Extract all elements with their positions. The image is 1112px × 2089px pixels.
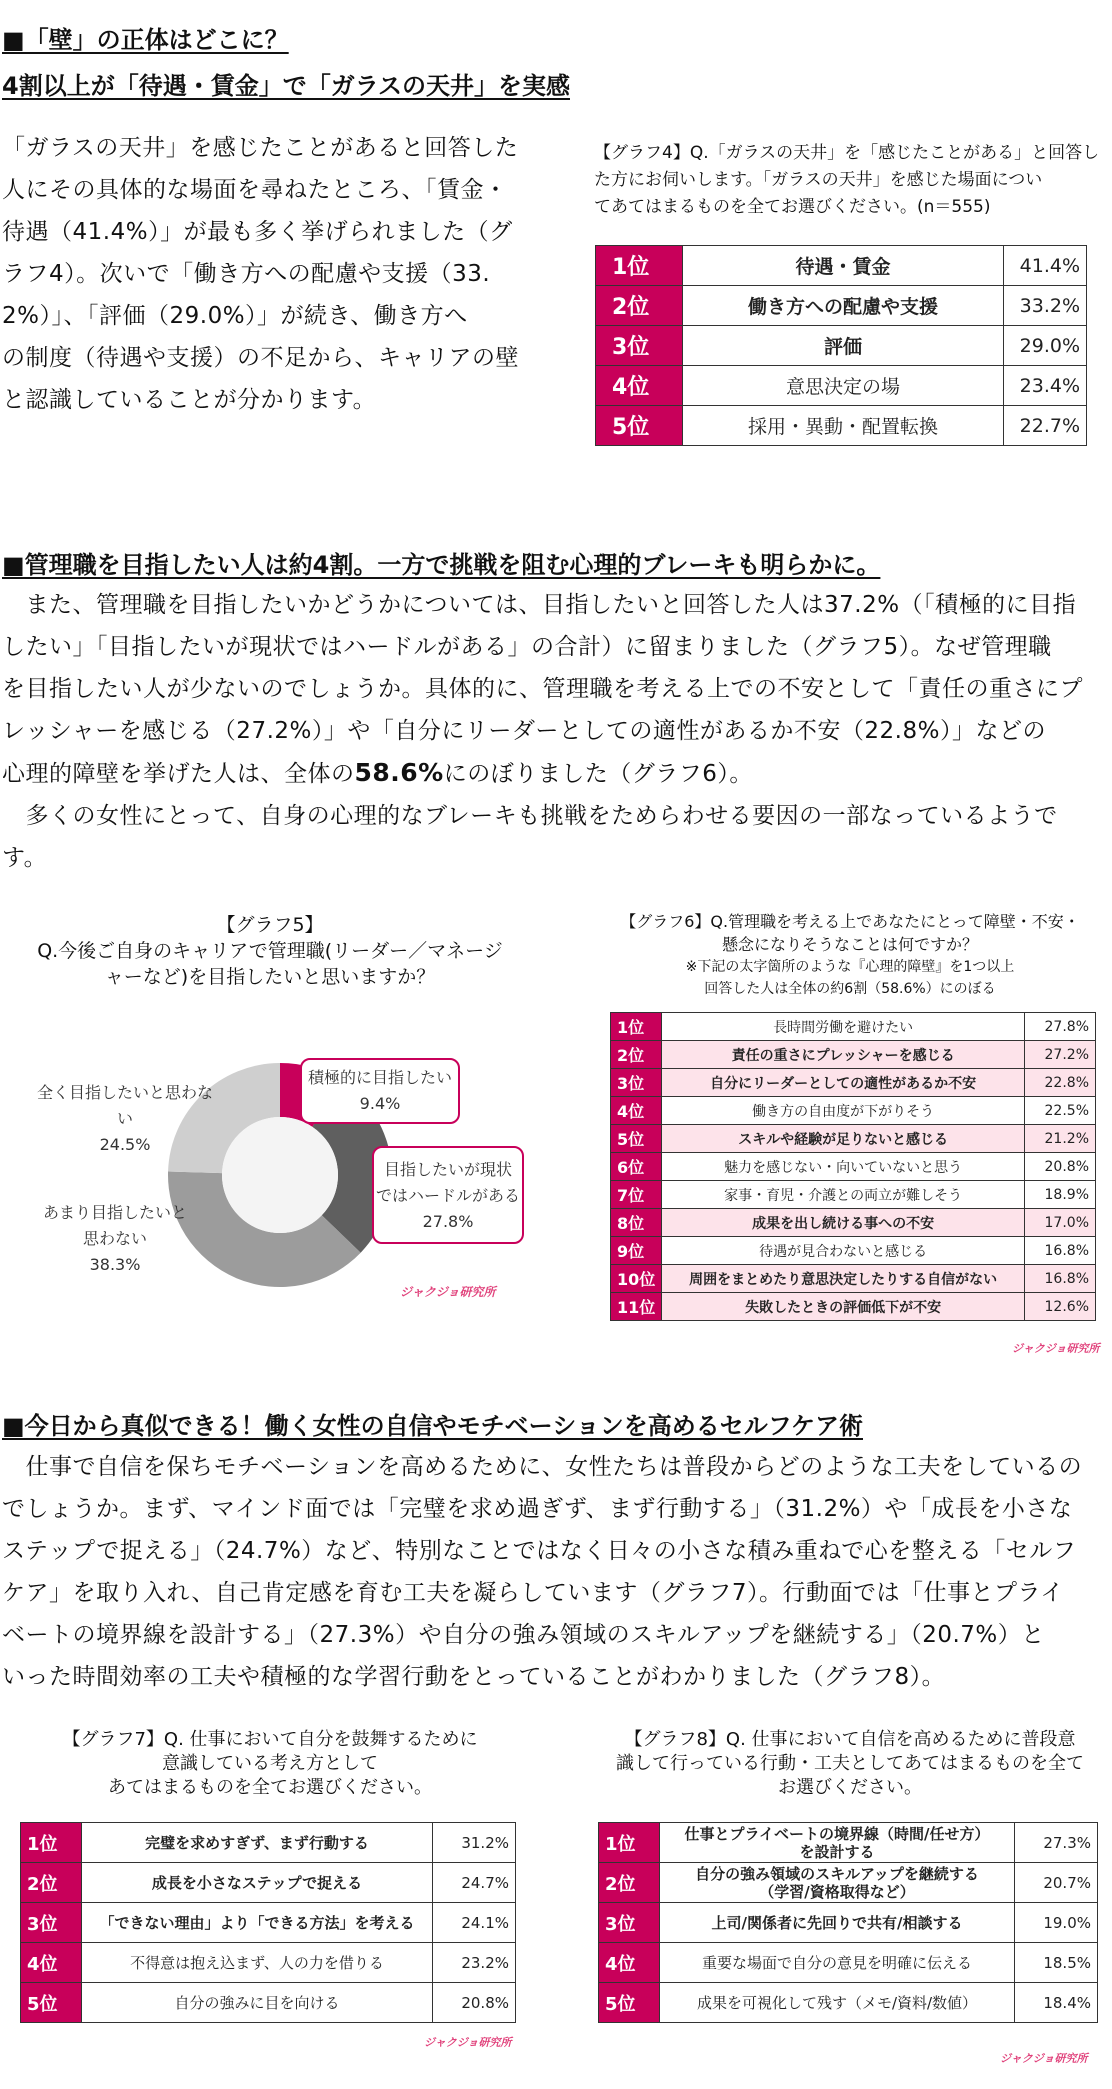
table-row [21,1823,516,1863]
rank-cell: 5位 [21,1983,82,2023]
caption-line: ャーなど)を目指したいと思いますか？ [104,966,436,988]
paragraph-line: 待遇（41.4%）」が最も多く挙げられました（グ [2,219,513,245]
table-row [21,1903,516,1943]
value-cell: 23.4% [1004,366,1087,406]
label-cell: 失敗したときの評価低下が不安 [662,1293,1025,1321]
rank-cell: 2位 [611,1041,662,1069]
value-cell: 17.0% [1025,1209,1096,1237]
paragraph-line: ケア」を取り入れ、自己肯定感を育む工夫を凝らしています（グラフ7）。行動面では「仕事とプライ [2,1580,1064,1606]
value-cell: 16.8% [1025,1265,1096,1293]
slice-value: 27.8% [422,1212,474,1231]
paragraph-line: 人にその具体的な場面を尋ねたところ、「賃金・ [2,177,508,203]
label-with-hurdle [372,1146,524,1244]
slice-label: 思わない [82,1229,147,1248]
rank-cell: 2位 [596,286,683,326]
caption-line: た方にお伺いします。「ガラスの天井」を感じた場面につい [594,170,1043,190]
label-not-at-all [30,1080,220,1158]
table-row [596,246,1087,286]
table-row [21,1983,516,2023]
paragraph-line: ラフ4）。次いで「働き方への配慮や支援（33. [2,261,491,287]
label-cell: 長時間労働を避けたい [662,1013,1025,1041]
table-row [21,1863,516,1903]
graph7-logo: ジャクジョ研究所 [424,2036,512,2049]
label-cell: スキルや経験が足りないと感じる [662,1125,1025,1153]
rank-cell: 3位 [599,1903,660,1943]
caption-line: 【グラフ5】 [216,914,324,936]
section3-heading: ■今日から真似できる！働く女性の自信やモチベーションを高めるセルフケア術 [2,1412,863,1440]
table-row [596,406,1087,446]
value-cell: 24.7% [433,1863,516,1903]
label-line: を設計する [799,1842,875,1861]
caption-line: お選びください。 [778,1777,922,1798]
table-row [596,286,1087,326]
value-cell: 20.7% [1015,1863,1098,1903]
slice-label: 積極的に目指したい [307,1068,452,1087]
paragraph-line: 「ガラスの天井」を感じたことがあると回答した [2,135,519,161]
paragraph-line: す。 [2,845,48,871]
rank-cell: 11位 [611,1293,662,1321]
label-actively [300,1058,460,1124]
label-cell [660,1903,1015,1943]
label-cell: 完璧を求めすぎず、まず行動する [82,1823,433,1863]
label-cell: 成長を小さなステップで捉える [82,1863,433,1903]
value-cell: 22.5% [1025,1097,1096,1125]
table-row [611,1293,1096,1321]
label-cell: 責任の重さにプレッシャーを感じる [662,1041,1025,1069]
label-cell: 不得意は抱え込まず、人の力を借りる [82,1943,433,1983]
rank-cell: 4位 [596,366,683,406]
slice-label: 全く目指したいと思わない [36,1083,213,1128]
caption-line: てあてはまるものを全てお選びください。(n＝555) [594,197,991,217]
rank-cell: 4位 [599,1943,660,1983]
value-cell: 18.9% [1025,1181,1096,1209]
rank-cell: 1位 [21,1823,82,1863]
graph5-logo: ジャクジョ研究所 [400,1285,496,1299]
rank-cell: 5位 [596,406,683,446]
paragraph-text: にのぼりました（グラフ6）。 [443,761,753,787]
label-cell: 評価 [683,326,1004,366]
caption-line: 懸念になりそうなことは何ですか？ [721,935,978,954]
rank-cell: 4位 [611,1097,662,1125]
rank-cell: 5位 [611,1125,662,1153]
graph8-logo: ジャクジョ研究所 [1000,2052,1088,2065]
label-cell: 家事・育児・介護との両立が難しそう [662,1181,1025,1209]
caption-line: 【グラフ8】Q. 仕事において自信を高めるために普段意 [624,1729,1076,1750]
highlight-figure: 58.6% [354,758,444,787]
label-cell [660,1983,1015,2023]
value-cell: 20.8% [1025,1153,1096,1181]
value-cell: 18.5% [1015,1943,1098,1983]
value-cell: 18.4% [1015,1983,1098,2023]
label-not-really [40,1200,190,1278]
graph6-table [610,1012,1096,1321]
paragraph-text: 心理的障壁を挙げた人は、全体の [2,761,355,787]
paragraph-line: ステップで捉える」（24.7%）など、特別なことではなく日々の小さな積み重ねで心を整える「セルフ [2,1538,1077,1564]
table-row [599,1983,1098,2023]
rank-cell: 2位 [21,1863,82,1903]
label-cell: 成果を出し続ける事への不安 [662,1209,1025,1237]
rank-cell: 2位 [599,1863,660,1903]
table-row [611,1265,1096,1293]
value-cell: 41.4% [1004,246,1087,286]
table-row [611,1013,1096,1041]
table-row [611,1069,1096,1097]
table-row [611,1041,1096,1069]
table-row [611,1125,1096,1153]
table-row [599,1943,1098,1983]
section1-subheading: 4割以上が「待遇・賃金」で「ガラスの天井」を実感 [2,72,570,100]
label-cell: 待遇・賃金 [683,246,1004,286]
slice-label: 目指したいが現状 [383,1160,512,1179]
label-cell: 自分にリーダーとしての適性があるか不安 [662,1069,1025,1097]
rank-cell: 7位 [611,1181,662,1209]
section2-paragraph [2,584,1110,879]
label-cell: 働き方への配慮や支援 [683,286,1004,326]
label-cell: 「できない理由」より「できる方法」を考える [82,1903,433,1943]
rank-cell: 3位 [596,326,683,366]
label-cell: 採用・異動・配置転換 [683,406,1004,446]
table-row [611,1153,1096,1181]
label-line: 重要な場面で自分の意見を明確に伝える [701,1953,972,1972]
table-row [599,1903,1098,1943]
slice-value: 9.4% [359,1094,401,1113]
note-line: 回答した人は全体の約6割（58.6%）にのぼる [704,981,996,997]
rank-cell: 5位 [599,1983,660,2023]
caption-line: 意識している考え方として [162,1753,378,1774]
value-cell: 22.8% [1025,1069,1096,1097]
table-row [599,1823,1098,1863]
label-cell: 働き方の自由度が下がりそう [662,1097,1025,1125]
graph4-caption [594,140,1104,221]
caption-line: あてはまるものを全てお選びください。 [108,1777,432,1798]
section1-paragraph [2,127,562,421]
paragraph-line: レッシャーを感じる（27.2%）」や「自分にリーダーとしての適性があるか不安（22.8%）」などの [2,718,1046,744]
value-cell: 27.8% [1025,1013,1096,1041]
label-cell: 周囲をまとめたり意思決定したりする自信がない [662,1265,1025,1293]
paragraph-line: また、管理職を目指したいかどうかについては、目指したいと回答した人は37.2%（「積極的に目指 [2,592,1077,618]
value-cell: 22.7% [1004,406,1087,446]
rank-cell: 1位 [599,1823,660,1863]
caption-line: 【グラフ6】Q.管理職を考える上であなたにとって障壁・不安・ [620,912,1080,931]
rank-cell: 3位 [611,1069,662,1097]
rank-cell: 4位 [21,1943,82,1983]
paragraph-line: 仕事で自信を保ちモチベーションを高めるために、女性たちは普段からどのような工夫をしているの [2,1454,1083,1480]
graph8-caption [592,1728,1108,1800]
label-line: 成果を可視化して残す（メモ/資料/数値） [696,1993,978,2012]
label-cell [660,1823,1015,1863]
caption-line: 【グラフ7】Q. 仕事において自分を鼓舞するために [62,1729,478,1750]
caption-line: Q.今後ご自身のキャリアで管理職(リーダー／マネージ [37,940,503,962]
value-cell: 24.1% [433,1903,516,1943]
graph8-table [598,1822,1098,2023]
section2-heading: ■管理職を目指したい人は約4割。一方で挑戦を阻む心理的ブレーキも明らかに。 [2,551,881,579]
label-cell: 自分の強みに目を向ける [82,1983,433,2023]
table-row [611,1097,1096,1125]
table-row [611,1181,1096,1209]
slice-value: 38.3% [89,1255,141,1274]
paragraph-line: を目指したい人が少ないのでしょうか。具体的に、管理職を考える上での不安として「責任の重さにプ [2,676,1083,702]
slice-label: あまり目指したいと [42,1203,187,1222]
value-cell: 33.2% [1004,286,1087,326]
table-row [599,1863,1098,1903]
graph4-table [595,245,1087,446]
graph5-caption [10,912,530,990]
value-cell: 20.8% [433,1983,516,2023]
label-line: 上司/関係者に先回りで共有/相談する [711,1913,963,1932]
rank-cell: 3位 [21,1903,82,1943]
paragraph-line: ベートの境界線を設計する」（27.3%）や自分の強み領域のスキルアップを継続する」（20.7%）と [2,1622,1045,1648]
graph6-logo: ジャクジョ研究所 [1012,1342,1100,1355]
paragraph-line: でしょうか。まず、マインド面では「完璧を求め過ぎず、まず行動する」（31.2%）や「成長を小さな [2,1496,1073,1522]
paragraph-line: したい」「目指したいが現状ではハードルがある」の合計）に留まりました（グラフ5）。なぜ管理職 [2,634,1052,660]
table-row [611,1237,1096,1265]
value-cell: 27.2% [1025,1041,1096,1069]
graph7-table [20,1822,516,2023]
label-cell [660,1943,1015,1983]
rank-cell: 9位 [611,1237,662,1265]
label-cell: 魅力を感じない・向いていないと思う [662,1153,1025,1181]
graph7-caption [20,1728,520,1800]
value-cell: 16.8% [1025,1237,1096,1265]
paragraph-line: の制度（待遇や支援）の不足から、キャリアの壁 [2,345,519,371]
value-cell: 23.2% [433,1943,516,1983]
paragraph-line [2,752,1110,795]
label-cell: 待遇が見合わないと感じる [662,1237,1025,1265]
table-row [611,1209,1096,1237]
donut-hole [222,1117,338,1233]
label-cell [660,1863,1015,1903]
rank-cell: 1位 [611,1013,662,1041]
note-line: ※下記の太字箇所のような『心理的障壁』を1つ以上 [685,959,1015,975]
graph6-caption [605,910,1095,1000]
value-cell: 29.0% [1004,326,1087,366]
section1-heading: ■「壁」の正体はどこに？ [2,26,289,54]
value-cell: 31.2% [433,1823,516,1863]
label-cell: 意思決定の場 [683,366,1004,406]
table-row [21,1943,516,1983]
table-row [596,326,1087,366]
slice-label: ではハードルがある [375,1186,520,1205]
slice-value: 24.5% [99,1135,151,1154]
section3-paragraph [2,1446,1110,1698]
rank-cell: 6位 [611,1153,662,1181]
table-row [596,366,1087,406]
rank-cell: 10位 [611,1265,662,1293]
label-line: （学習/資格取得など） [759,1882,915,1901]
rank-cell: 1位 [596,246,683,286]
caption-line: 識して行っている行動・工夫としてあてはまるものを全て [616,1753,1084,1774]
paragraph-line: と認識していることが分かります。 [2,387,377,413]
rank-cell: 8位 [611,1209,662,1237]
paragraph-line: いった時間効率の工夫や積極的な学習行動をとっていることがわかりました（グラフ8）。 [2,1664,946,1690]
paragraph-line: 2%）」、「評価（29.0%）」が続き、働き方へ [2,303,468,329]
value-cell: 12.6% [1025,1293,1096,1321]
label-line: 自分の強み領域のスキルアップを継続する [695,1864,979,1883]
paragraph-line: 多くの女性にとって、自身の心理的なブレーキも挑戦をためらわせる要因の一部なっているようで [2,803,1058,829]
caption-line: 【グラフ4】Q.「ガラスの天井」を「感じたことがある」と回答し [594,143,1100,163]
value-cell: 19.0% [1015,1903,1098,1943]
label-line: 仕事とプライベートの境界線（時間/任せ方） [684,1824,990,1843]
value-cell: 21.2% [1025,1125,1096,1153]
value-cell: 27.3% [1015,1823,1098,1863]
